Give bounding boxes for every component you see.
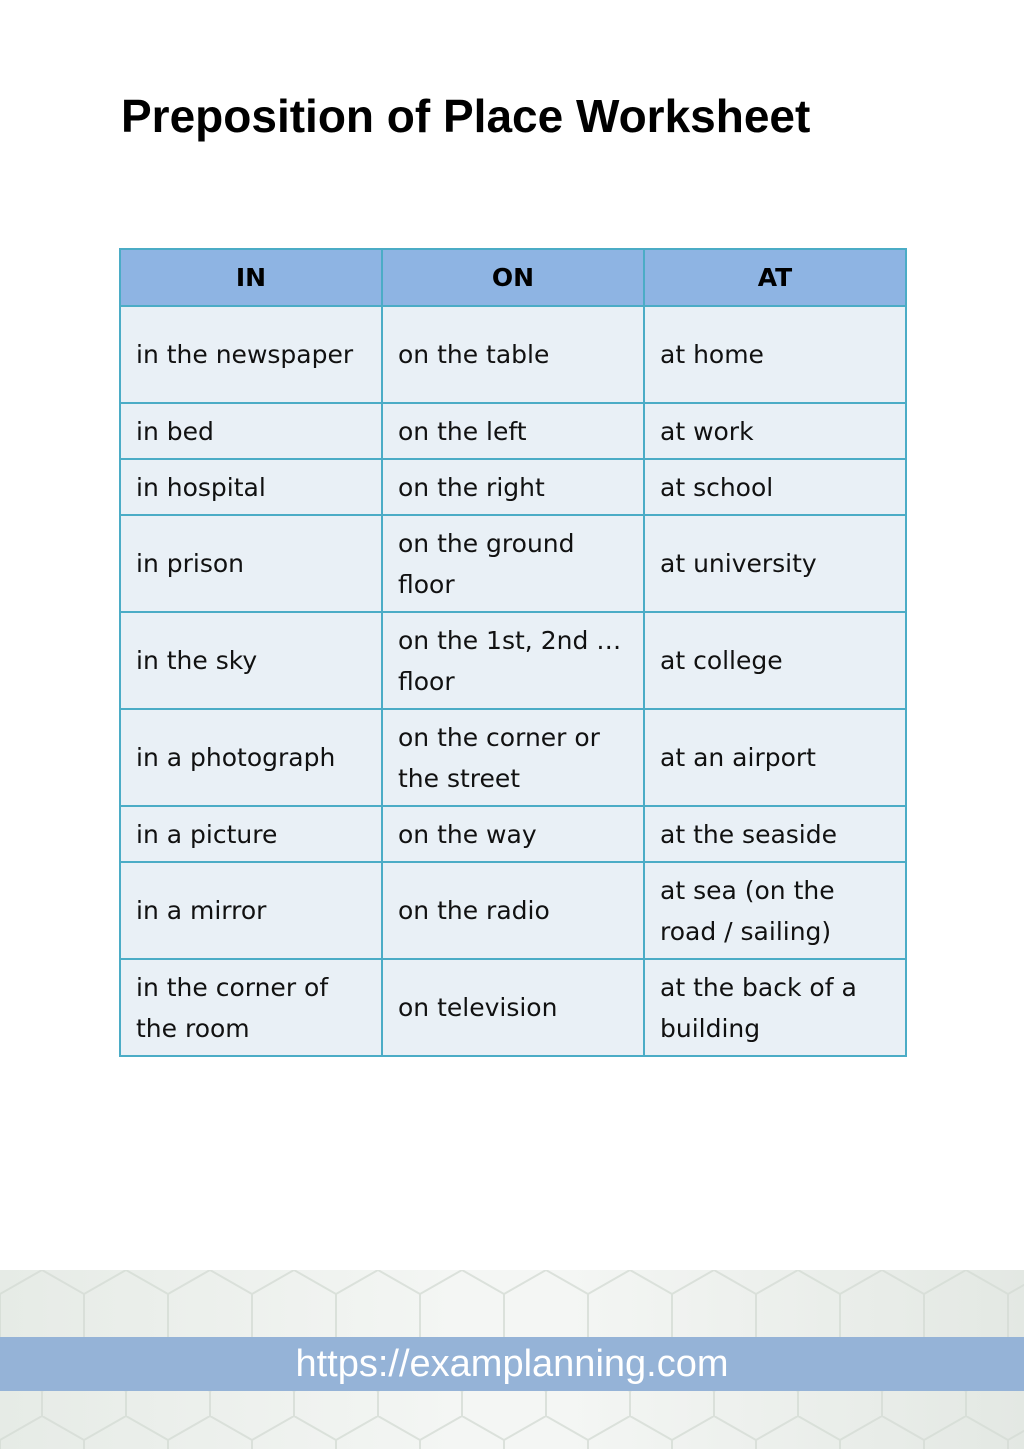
footer [0,1270,1024,1449]
table-row [120,515,906,612]
table-cell-in: in prison [120,515,382,612]
table-row [120,612,906,709]
column-header-on: ON [382,249,644,306]
table-row [120,459,906,515]
table-cell-on: on television [382,959,644,1056]
table-cell-in: in the newspaper [120,306,382,403]
table-header-row [120,249,906,306]
table-cell-at: at the seaside [644,806,906,862]
table-cell-in: in the sky [120,612,382,709]
page-title: Preposition of Place Worksheet [121,90,811,142]
table-cell-in: in a picture [120,806,382,862]
table-cell-at: at school [644,459,906,515]
table-cell-on: on the way [382,806,644,862]
table-row [120,709,906,806]
table-cell-at: at an airport [644,709,906,806]
table-row [120,403,906,459]
table-row [120,806,906,862]
table-cell-in: in hospital [120,459,382,515]
table-row [120,862,906,959]
column-header-in: IN [120,249,382,306]
table-cell-on: on the ground floor [382,515,644,612]
table-cell-on: on the radio [382,862,644,959]
table-cell-at: at sea (on the road / sailing) [644,862,906,959]
table-cell-at: at the back of a building [644,959,906,1056]
column-header-at: AT [644,249,906,306]
table-cell-on: on the left [382,403,644,459]
footer-url[interactable]: https://examplanning.com [295,1343,729,1385]
table-cell-on: on the right [382,459,644,515]
table-cell-at: at home [644,306,906,403]
prepositions-table [119,248,907,1057]
table-cell-on: on the corner or the street [382,709,644,806]
table-cell-on: on the 1st, 2nd … floor [382,612,644,709]
table-cell-in: in a mirror [120,862,382,959]
table-row [120,959,906,1056]
table-cell-in: in the corner of the room [120,959,382,1056]
table-cell-in: in bed [120,403,382,459]
table-cell-at: at work [644,403,906,459]
table-cell-in: in a photograph [120,709,382,806]
table-row [120,306,906,403]
table-cell-at: at college [644,612,906,709]
table-cell-at: at university [644,515,906,612]
table-cell-on: on the table [382,306,644,403]
